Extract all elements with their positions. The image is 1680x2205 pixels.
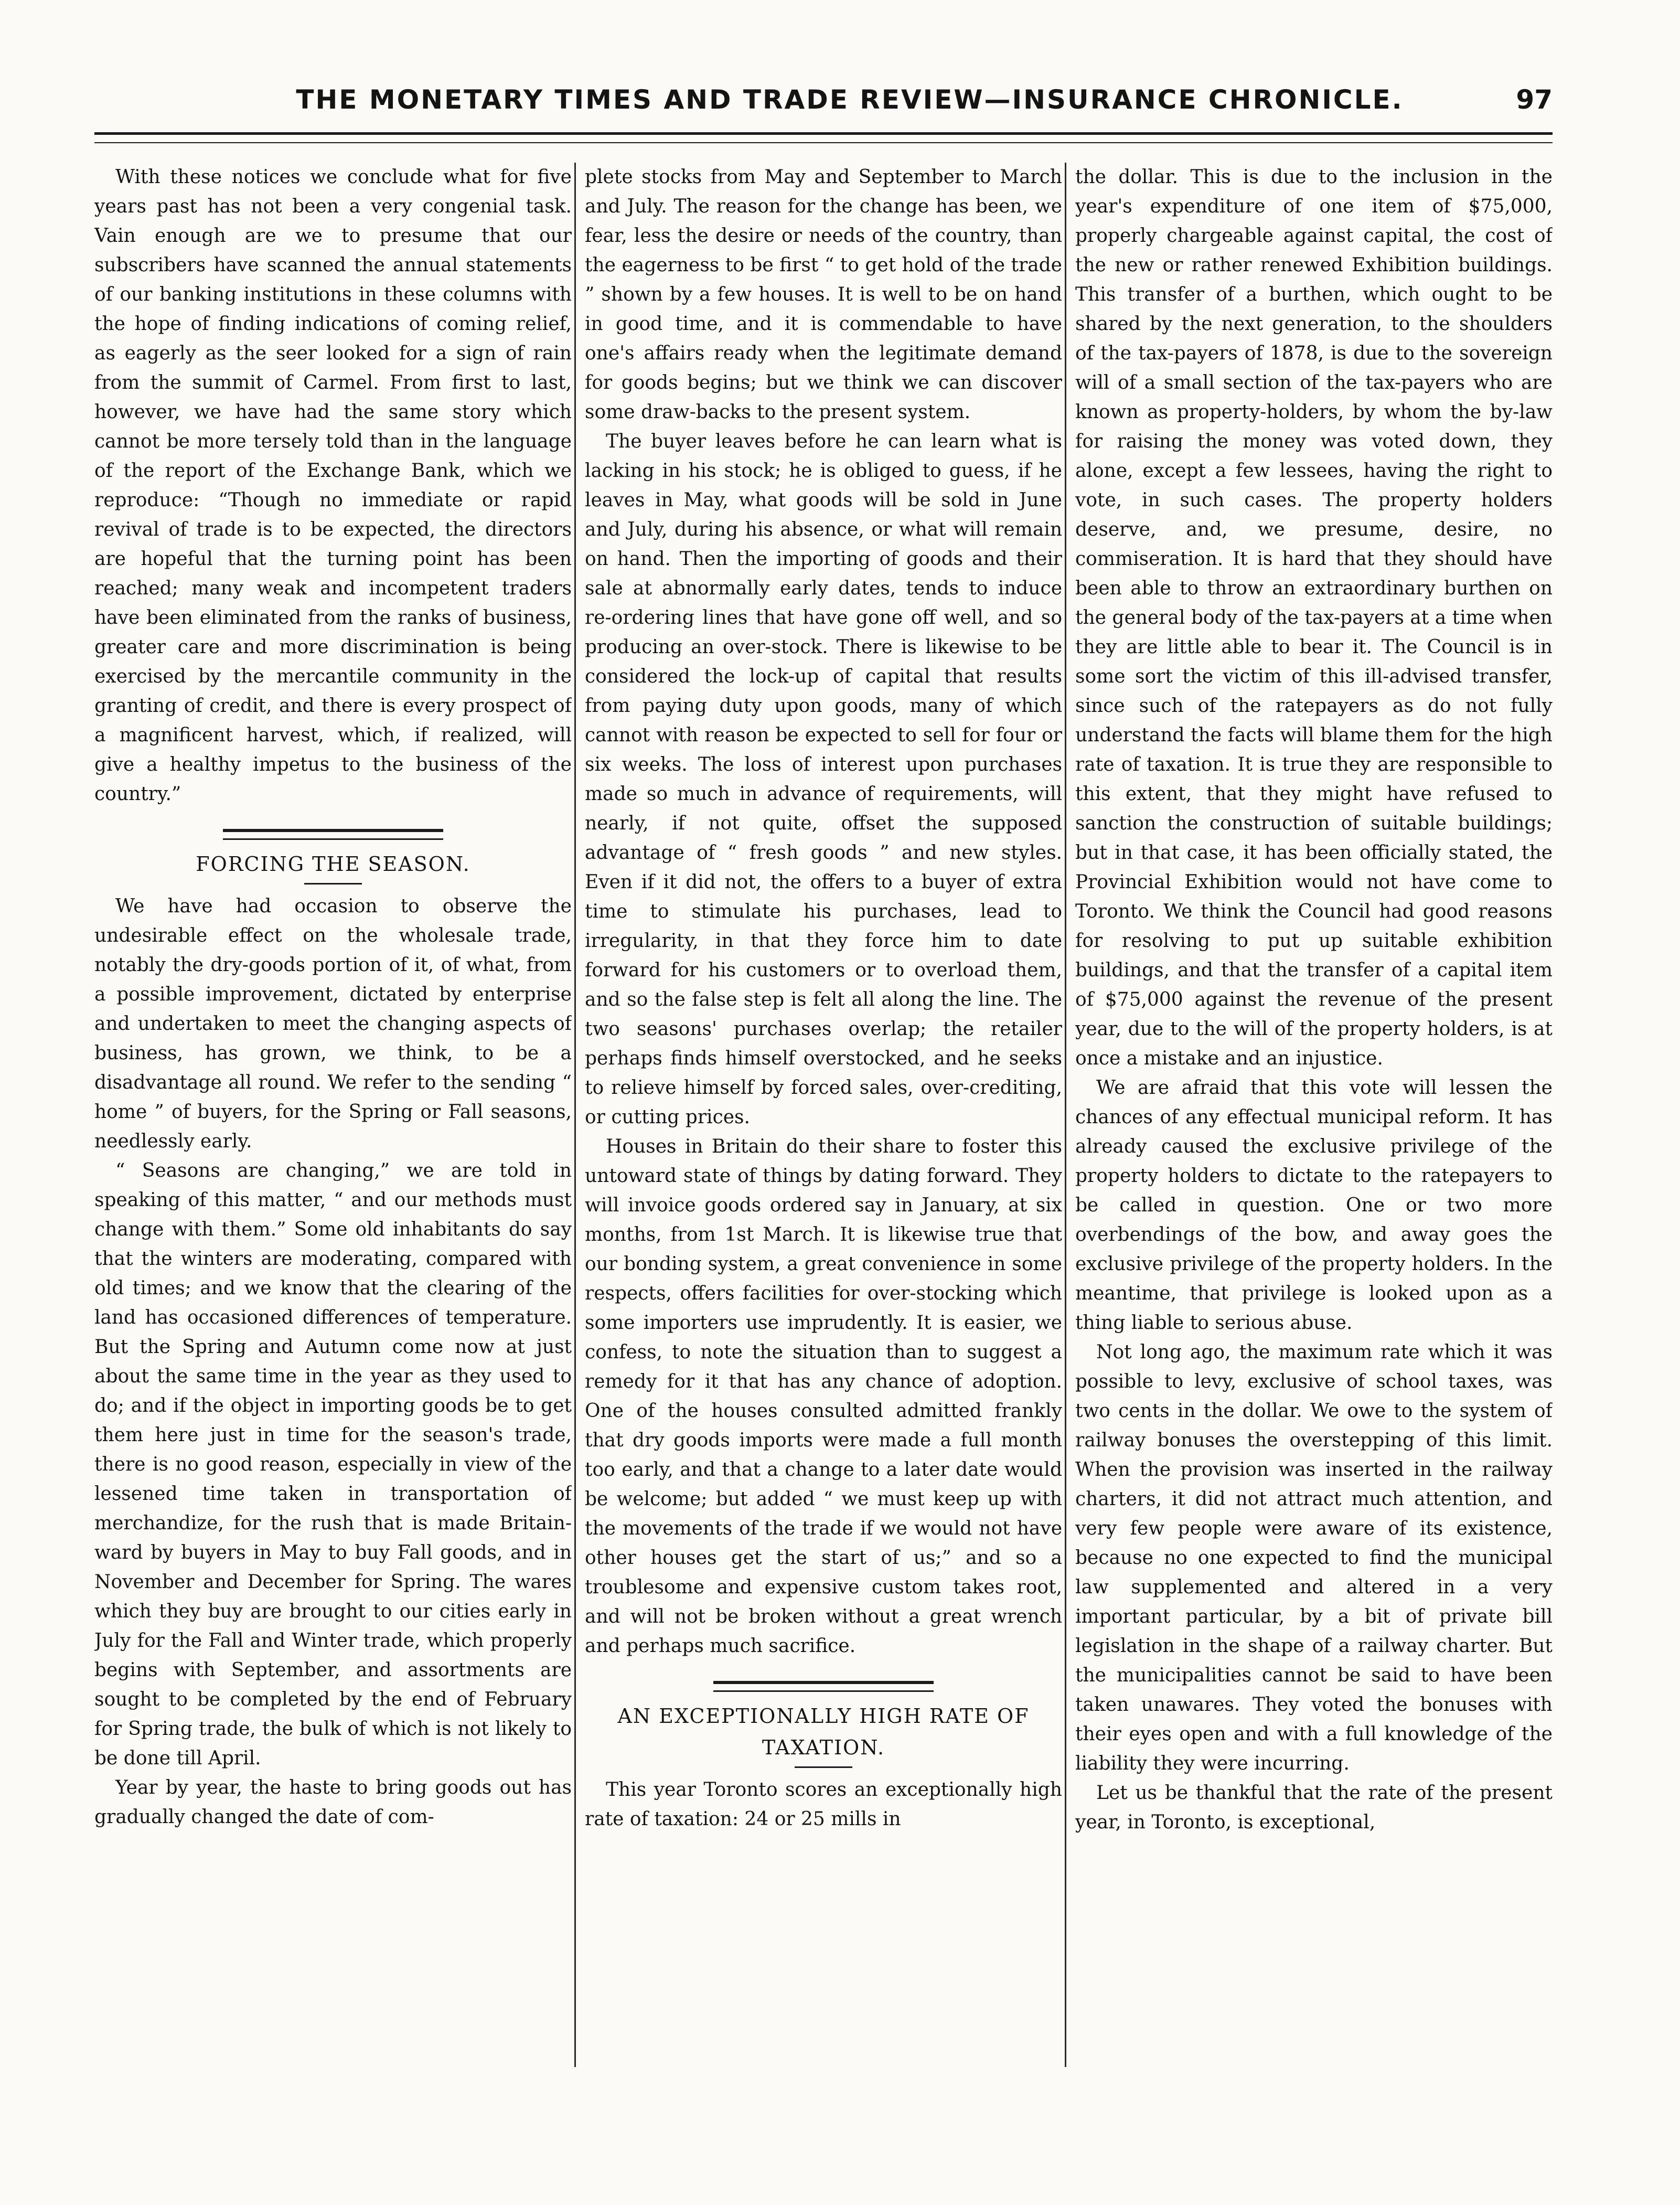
title-underline [304, 883, 362, 885]
page-number: 97 [1516, 84, 1553, 115]
paragraph: The buyer leaves before he can learn what is lacking in his stock; he is obliged to guess, if he leaves in May, what goods will be sold in June and July, during his absence, or what will remain on hand. Then the importing of goods and their sale at abnormally early dates, tends to induce re-ordering lines that have gone off well, and so producing an over-stock. There is likewise to be considered the lock-up of capital that results from paying duty upon goods, many of which cannot with reason be expected to sell for four or six weeks. The loss of interest upon purchases made so much in advance of requirements, will nearly, if not quite, offset the supposed advantage of “ fresh goods ” and new styles. Even if it did not, the offers to a buyer of extra time to stimulate his purchases, lead to irregularity, in that they force him to date forward for his customers or to overload them, and so the false step is felt all along the line. The two seasons' purchases overlap; the retailer perhaps finds himself overstocked, and he seeks to relieve himself by forced sales, over-crediting, or cutting prices. [585, 431, 1062, 1128]
paragraph: Houses in Britain do their share to foster this untoward state of things by dating forward. They will invoice goods ordered say in January, at six months, from 1st March. It is likewise true that our bonding system, a great convenience in some respects, offers facilities for over-stocking which some importers use imprudently. It is easier, we confess, to note the situation than to suggest a remedy for it that has any chance of adoption. One of the houses consulted admitted frankly that dry goods imports were made a full month too early, and that a change to a later date would be welcome; but added “ we must keep up with the movements of the trade if we would not have other houses get the start of us;” and so a troublesome and expensive custom takes root, and will not be broken without a great wrench and perhaps much sacrifice. [585, 1136, 1062, 1657]
column-divider [574, 163, 576, 2067]
title-underline [795, 1766, 852, 1768]
column-divider [1065, 163, 1066, 2067]
column-2 [585, 163, 1062, 2072]
section-title: AN EXCEPTIONALLY HIGH RATE OF TAXATION. [617, 1705, 1030, 1759]
header-rule [94, 132, 1553, 143]
paragraph: the dollar. This is due to the inclusion in the year's expenditure of one item of $75,000, properly chargeable against capital, the cost of the new or rather renewed Exhibition buildings. This transfer of a burthen, which ought to be shared by the next generation, to the shoulders of the tax-payers of 1878, is due to the sovereign will of a small section of the tax-payers who are known as property-holders, by whom the by-law for raising the money was voted down, they alone, except a few lessees, having the right to vote, in such cases. The property holders deserve, and, we presume, desire, no commiseration. It is hard that they should have been able to throw an extraordinary burthen on the general body of the tax-payers at a time when they are little able to bear it. The Council is in some sort the victim of this ill-advised transfer, since such of the ratepayers as do not fully understand the facts will blame them for the high rate of taxation. It is true they are responsible to this extent, that they might have refused to sanction the construction of suitable buildings; but in that case, it has been officially stated, the Provincial Exhibition would not have come to Toronto. We think the Council had good reasons for resolving to put up suitable exhibition buildings, and that the transfer of a capital item of $75,000 against the revenue of the present year, due to the will of the property holders, is at once a mistake and an injustice. [1075, 166, 1553, 1069]
running-title: THE MONETARY TIMES AND TRADE REVIEW—INSURANCE CHRONICLE. [296, 84, 1404, 115]
column-1 [94, 163, 572, 2072]
section-rule [223, 829, 443, 840]
paragraph: Year by year, the haste to bring goods out has gradually changed the date of com- [94, 1777, 572, 1828]
paragraph: We have had occasion to observe the undesirable effect on the wholesale trade, notably the dry-goods portion of it, of what, from a possible improvement, dictated by enterprise and undertaken to meet the changing aspects of business, has grown, we think, to be a disadvantage all round. We refer to the sending “ home ” of buyers, for the Spring or Fall seasons, needlessly early. [94, 896, 572, 1152]
column-3 [1075, 163, 1553, 2072]
section-rule [713, 1681, 934, 1692]
paragraph: “ Seasons are changing,” we are told in speaking of this matter, “ and our methods must change with them.” Some old inhabitants do say that the winters are moderating, compared with old times; and we know that the clearing of the land has occasioned differences of temperature. But the Spring and Autumn come now at just about the same time in the year as they used to do; and if the object in importing goods be to get them here just in time for the season's trade, there is no good reason, especially in view of the lessened time taken in transportation of merchandize, for the rush that is made Britain-ward by buyers in May to buy Fall goods, and in November and December for Spring. The wares which they buy are brought to our cities early in July for the Fall and Winter trade, which properly begins with September, and assortments are sought to be completed by the end of February for Spring trade, the bulk of which is not likely to be done till April. [94, 1160, 572, 1769]
paragraph: We are afraid that this vote will lessen the chances of any effectual municipal reform. It has already caused the exclusive privilege of the property holders to dictate to the ratepayers to be called in question. One or two more overbendings of the bow, and away goes the exclusive privilege of the property holders. In the meantime, that privilege is looked upon as a thing liable to serious abuse. [1075, 1077, 1553, 1334]
paragraph: Not long ago, the maximum rate which it was possible to levy, exclusive of school taxes, was two cents in the dollar. We owe to the system of railway bonuses the overstepping of this limit. When the provision was inserted in the railway charters, it did not attract much attention, and very few people were aware of its existence, because no one expected to find the municipal law supplemented and altered in a very important particular, by a bit of private bill legislation in the shape of a railway charter. But the municipalities cannot be said to have been taken unawares. They voted the bonuses with their eyes open and with a full knowledge of the liability they were incurring. [1075, 1341, 1553, 1774]
paragraph: plete stocks from May and September to March and July. The reason for the change has been, we fear, less the desire or needs of the country, than the eagerness to be first “ to get hold of the trade ” shown by a few houses. It is well to be on hand in good time, and it is commendable to have one's affairs ready when the legitimate demand for goods begins; but we think we can discover some draw-backs to the present system. [585, 166, 1062, 423]
page-header [89, 84, 1553, 131]
paragraph: With these notices we conclude what for five years past has not been a very congenial task. Vain enough are we to presume that our subscribers have scanned the annual statements of our banking institutions in these columns with the hope of finding indications of coming relief, as eagerly as the seer looked for a sign of rain from the summit of Carmel. From first to last, however, we have had the same story which cannot be more tersely told than in the language of the report of the Exchange Bank, which we reproduce: “Though no immediate or rapid revival of trade is to be expected, the directors are hopeful that the turning point has been reached; many weak and incompetent traders have been eliminated from the ranks of business, greater care and more discrimination is being exercised by the mercantile community in the granting of credit, and there is every prospect of a magnificent harvest, which, if realized, will give a healthy impetus to the business of the country.” [94, 166, 572, 805]
paragraph: Let us be thankful that the rate of the present year, in Toronto, is exceptional, [1075, 1782, 1553, 1833]
paragraph: This year Toronto scores an exceptionally high rate of taxation: 24 or 25 mills in [585, 1779, 1062, 1830]
section-title: FORCING THE SEASON. [196, 853, 470, 876]
